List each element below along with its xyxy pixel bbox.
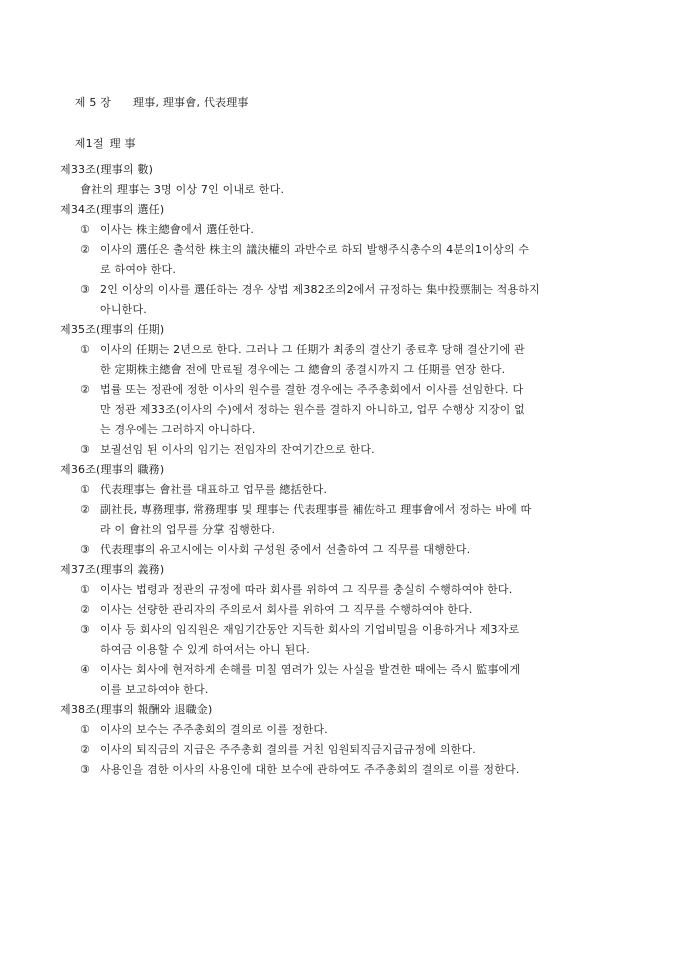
list-item bbox=[80, 503, 532, 517]
item-number: ② bbox=[80, 603, 91, 616]
list-item bbox=[80, 383, 523, 397]
item-number: ③ bbox=[80, 763, 91, 776]
item-text-continued: 하여금 이용할 수 있게 하여서는 아니 된다. bbox=[100, 643, 310, 656]
section-heading bbox=[60, 123, 136, 165]
item-text: 이사의 選任은 출석한 株主의 議決權의 과반수로 하되 발행주식총수의 4분의1이상의 수 bbox=[100, 243, 530, 256]
section-label: 제1절 bbox=[74, 137, 104, 150]
item-number: ② bbox=[80, 383, 91, 396]
article-title: 제35조(理事의 任期) bbox=[60, 323, 165, 336]
item-text: 代表理事의 유고시에는 이사회 구성원 중에서 선출하여 그 직무를 대행한다. bbox=[100, 543, 471, 556]
list-item bbox=[80, 483, 327, 497]
list-item bbox=[80, 743, 476, 757]
item-text: 보궐선임 된 이사의 임기는 전임자의 잔여기간으로 한다. bbox=[100, 443, 375, 456]
article-title: 제38조(理事의 報酬와 退職金) bbox=[60, 703, 213, 716]
item-text: 이사는 법령과 정관의 규정에 따라 회사를 위하여 그 직무를 충실히 수행하여야 한다. bbox=[100, 583, 513, 596]
item-number: ④ bbox=[80, 663, 91, 676]
list-item bbox=[80, 443, 375, 457]
item-number: ③ bbox=[80, 443, 91, 456]
list-item bbox=[80, 583, 512, 597]
list-item bbox=[80, 763, 520, 777]
item-text: 이사는 株主總會에서 選任한다. bbox=[100, 223, 255, 236]
item-text-continued: 이를 보고하여야 한다. bbox=[100, 683, 209, 696]
item-number: ③ bbox=[80, 623, 91, 636]
list-item bbox=[80, 283, 540, 297]
article-title: 제37조(理事의 義務) bbox=[60, 563, 165, 576]
item-text-continued: 는 경우에는 그러하지 아니하다. bbox=[100, 423, 256, 436]
chapter-title: 理事, 理事會, 代表理事 bbox=[133, 96, 249, 109]
chapter-heading bbox=[60, 82, 249, 124]
item-text: 이사 등 회사의 임직원은 재임기간동안 지득한 회사의 기업비밀을 이용하거나 제3자로 bbox=[100, 623, 520, 636]
list-item bbox=[80, 663, 520, 677]
list-item bbox=[80, 723, 328, 737]
item-text: 이사의 퇴직금의 지급은 주주총회 결의를 거친 임원퇴직금지급규정에 의한다. bbox=[100, 743, 477, 756]
item-text: 2인 이상의 이사를 選任하는 경우 상법 제382조의2에서 규정하는 集中投票制는 적용하지 bbox=[100, 283, 540, 296]
item-text: 이사는 선량한 관리자의 주의로서 회사를 위하여 그 직무를 수행하여야 한다. bbox=[100, 603, 473, 616]
item-text: 법률 또는 정관에 정한 이사의 원수를 결한 경우에는 주주총회에서 이사를 선임한다. 다 bbox=[100, 383, 524, 396]
article-title: 제33조(理事의 數) bbox=[60, 163, 154, 176]
item-number: ① bbox=[80, 343, 91, 356]
item-text-continued: 아니한다. bbox=[100, 303, 148, 316]
list-item bbox=[80, 343, 525, 357]
item-text: 代表理事는 會社를 대표하고 업무를 總括한다. bbox=[100, 483, 328, 496]
list-item bbox=[80, 603, 473, 617]
item-number: ③ bbox=[80, 283, 91, 296]
article-body: 會社의 理事는 3명 이상 7인 이내로 한다. bbox=[80, 183, 285, 196]
item-text-continued: 로 하여야 한다. bbox=[100, 263, 177, 276]
item-text-continued: 라 이 會社의 업무를 分掌 집행한다. bbox=[100, 523, 276, 536]
list-item bbox=[80, 623, 519, 637]
item-number: ① bbox=[80, 223, 91, 236]
item-number: ② bbox=[80, 503, 91, 516]
item-text: 副社長, 專務理事, 常務理事 및 理事는 代表理事를 補佐하고 理事會에서 정하는 바에 따 bbox=[100, 503, 532, 516]
chapter-number: 제 5 장 bbox=[74, 96, 112, 109]
article-title: 제34조(理事의 選任) bbox=[60, 203, 165, 216]
item-text: 이사는 회사에 현저하게 손해를 미칠 염려가 있는 사실을 발견한 때에는 즉시 監事에게 bbox=[100, 663, 521, 676]
item-number: ① bbox=[80, 483, 91, 496]
item-number: ② bbox=[80, 743, 91, 756]
article-title: 제36조(理事의 職務) bbox=[60, 463, 165, 476]
item-number: ③ bbox=[80, 543, 91, 556]
list-item bbox=[80, 223, 254, 237]
item-text-continued: 한 定期株主總會 전에 만료될 경우에는 그 總會의 종결시까지 그 任期를 연장 한다. bbox=[100, 363, 506, 376]
item-text: 이사의 任期는 2년으로 한다. 그러나 그 任期가 최종의 결산기 종료후 당해 결산기에 관 bbox=[100, 343, 525, 356]
list-item bbox=[80, 243, 529, 257]
item-text: 사용인을 겸한 이사의 사용인에 대한 보수에 관하여도 주주총회의 결의로 이를 정한다. bbox=[100, 763, 520, 776]
item-text: 이사의 보수는 주주총회의 결의로 이를 정한다. bbox=[100, 723, 328, 736]
section-title: 理 事 bbox=[109, 137, 136, 150]
item-number: ① bbox=[80, 583, 91, 596]
item-number: ① bbox=[80, 723, 91, 736]
item-text-continued: 만 정관 제33조(이사의 수)에서 정하는 원수를 결하지 아니하고, 업무 수행상 지장이 없 bbox=[100, 403, 525, 416]
item-number: ② bbox=[80, 243, 91, 256]
list-item bbox=[80, 543, 470, 557]
